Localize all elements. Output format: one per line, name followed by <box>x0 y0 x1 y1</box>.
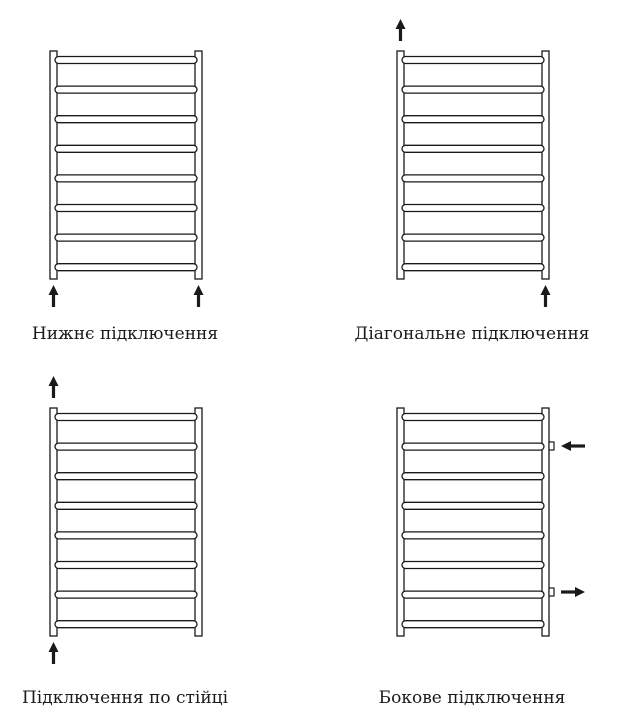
diagonal-rung-7 <box>402 234 544 241</box>
side-arrow-right-side-in-fitting <box>549 442 554 450</box>
panel-diagonal-connection <box>396 19 551 307</box>
diagonal-arrow-right-bottom-up-shaft <box>544 293 547 307</box>
side-arrow-right-side-out-fitting <box>549 588 554 596</box>
side-arrow-right-side-out-head <box>575 587 585 597</box>
bottom-right-rail <box>195 51 202 279</box>
side-rung-2 <box>402 443 544 450</box>
bottom-rung-3 <box>55 116 197 123</box>
riser-right-rail <box>195 408 202 636</box>
bottom-rung-2 <box>55 86 197 93</box>
side-rung-6 <box>402 562 544 569</box>
side-rung-4 <box>402 502 544 509</box>
diagonal-rung-3 <box>402 116 544 123</box>
riser-rung-6 <box>55 562 197 569</box>
bottom-left-rail <box>50 51 57 279</box>
bottom-arrow-right-bottom-up-head <box>194 285 204 295</box>
side-rung-8 <box>402 621 544 628</box>
side-rung-3 <box>402 473 544 480</box>
side-rung-5 <box>402 532 544 539</box>
caption-riser-connection: Підключення по стійці <box>21 688 229 708</box>
riser-rung-1 <box>55 414 197 421</box>
bottom-rung-5 <box>55 175 197 182</box>
side-left-rail <box>397 408 404 636</box>
side-rung-1 <box>402 414 544 421</box>
diagonal-rung-4 <box>402 145 544 152</box>
diagonal-rung-6 <box>402 205 544 212</box>
bottom-rung-1 <box>55 57 197 64</box>
side-arrow-right-side-in-head <box>561 441 571 451</box>
riser-rung-3 <box>55 473 197 480</box>
diagonal-arrow-left-top-up-head <box>396 19 406 29</box>
riser-left-rail <box>50 408 57 636</box>
riser-rung-5 <box>55 532 197 539</box>
side-right-rail <box>542 408 549 636</box>
diagonal-rung-8 <box>402 264 544 271</box>
diagonal-right-rail <box>542 51 549 279</box>
panel-side-connection <box>397 408 585 636</box>
diagonal-left-rail <box>397 51 404 279</box>
riser-rung-7 <box>55 591 197 598</box>
bottom-rung-8 <box>55 264 197 271</box>
bottom-arrow-right-bottom-up-shaft <box>197 293 200 307</box>
side-arrow-right-side-in-shaft <box>571 444 585 447</box>
riser-arrow-left-bottom-up-head <box>49 642 59 652</box>
diagonal-rung-5 <box>402 175 544 182</box>
riser-arrow-left-top-up-head <box>49 376 59 386</box>
diagonal-arrow-right-bottom-up-head <box>541 285 551 295</box>
bottom-arrow-left-bottom-up-head <box>49 285 59 295</box>
caption-bottom-connection: Нижнє підключення <box>31 324 219 344</box>
riser-arrow-left-bottom-up-shaft <box>52 650 55 664</box>
panel-bottom-connection <box>49 51 204 307</box>
riser-rung-2 <box>55 443 197 450</box>
bottom-rung-4 <box>55 145 197 152</box>
panel-riser-connection <box>49 376 203 664</box>
caption-diagonal-connection: Діагональне підключення <box>354 324 590 344</box>
diagonal-rung-1 <box>402 57 544 64</box>
bottom-rung-7 <box>55 234 197 241</box>
side-arrow-right-side-out-shaft <box>561 590 575 593</box>
riser-arrow-left-top-up-shaft <box>52 384 55 398</box>
side-rung-7 <box>402 591 544 598</box>
riser-rung-8 <box>55 621 197 628</box>
bottom-arrow-left-bottom-up-shaft <box>52 293 55 307</box>
bottom-rung-6 <box>55 205 197 212</box>
diagonal-arrow-left-top-up-shaft <box>399 27 402 41</box>
diagonal-rung-2 <box>402 86 544 93</box>
caption-side-connection: Бокове підключення <box>378 688 566 708</box>
riser-rung-4 <box>55 502 197 509</box>
